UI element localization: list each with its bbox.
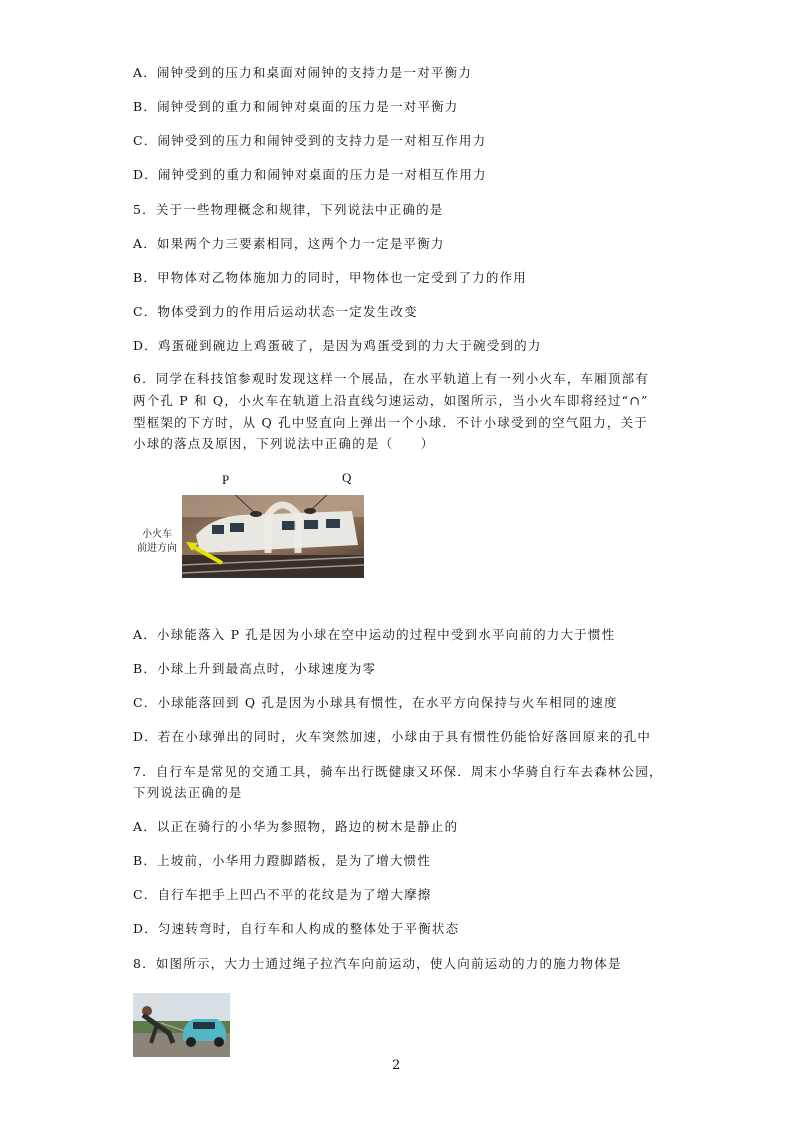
q4-option-a: A．闹钟受到的压力和桌面对闹钟的支持力是一对平衡力 xyxy=(133,65,473,80)
train-photo-drawing xyxy=(182,495,364,578)
q7-stem-line1: 7．自行车是常见的交通工具，骑车出行既健康又环保．周末小华骑自行车去森林公园， xyxy=(133,764,663,779)
q5-option-c: C．物体受到力的作用后运动状态一定发生改变 xyxy=(133,304,418,319)
train-exhibit-figure xyxy=(130,470,370,582)
label-p: P xyxy=(222,472,230,487)
q6-stem-line1: 6．同学在科技馆参观时发现这样一个展品，在水平轨道上有一列小火车，车厢顶部有 xyxy=(133,371,650,386)
page-number: 2 xyxy=(392,1058,401,1073)
train-photo xyxy=(182,495,364,578)
strongman-car-photo xyxy=(133,993,230,1057)
q6-stem-line3: 型框架的下方时，从 Q 孔中竖直向上弹出一个小球．不计小球受到的空气阻力，关于 xyxy=(133,415,648,430)
strongman-car-drawing xyxy=(133,993,230,1057)
q5-stem: 5．关于一些物理概念和规律，下列说法中正确的是 xyxy=(133,202,444,217)
q7-option-c: C．自行车把手上凹凸不平的花纹是为了增大摩擦 xyxy=(133,887,432,902)
q8-stem: 8．如图所示，大力士通过绳子拉汽车向前运动，使人向前运动的力的施力物体是 xyxy=(133,956,622,971)
q7-stem-line2: 下列说法正确的是 xyxy=(133,785,243,800)
q6-option-b: B．小球上升到最高点时，小球速度为零 xyxy=(133,661,377,676)
q7-option-d: D．匀速转弯时，自行车和人构成的整体处于平衡状态 xyxy=(133,921,460,936)
q4-option-c: C．闹钟受到的压力和闹钟受到的支持力是一对相互作用力 xyxy=(133,133,487,148)
q5-option-b: B．甲物体对乙物体施加力的同时，甲物体也一定受到了力的作用 xyxy=(133,270,527,285)
q6-option-c: C．小球能落回到 Q 孔是因为小球具有惯性，在水平方向保持与火车相同的速度 xyxy=(133,695,618,710)
q4-option-b: B．闹钟受到的重力和闹钟对桌面的压力是一对平衡力 xyxy=(133,99,459,114)
label-q: Q xyxy=(342,470,352,485)
q7-option-a: A．以正在骑行的小华为参照物，路边的树木是静止的 xyxy=(133,819,459,834)
q5-option-a: A．如果两个力三要素相同，这两个力一定是平衡力 xyxy=(133,236,445,251)
q6-option-a: A．小球能落入 P 孔是因为小球在空中运动的过程中受到水平向前的力大于惯性 xyxy=(133,627,616,642)
q5-option-d: D．鸡蛋碰到碗边上鸡蛋破了，是因为鸡蛋受到的力大于碗受到的力 xyxy=(133,338,542,353)
q4-option-d: D．闹钟受到的重力和闹钟对桌面的压力是一对相互作用力 xyxy=(133,167,487,182)
q7-option-b: B．上坡前，小华用力蹬脚踏板，是为了增大惯性 xyxy=(133,853,432,868)
q6-option-d: D．若在小球弹出的同时，火车突然加速，小球由于具有惯性仍能恰好落回原来的孔中 xyxy=(133,729,652,744)
q6-stem-line4: 小球的落点及原因，下列说法中正确的是（ ） xyxy=(133,436,435,451)
q6-stem-line2: 两个孔 P 和 Q，小火车在轨道上沿直线匀速运动，如图所示，当小火车即将经过“∩” xyxy=(133,393,649,408)
train-direction-label: 小火车 前进方向 xyxy=(137,529,177,554)
